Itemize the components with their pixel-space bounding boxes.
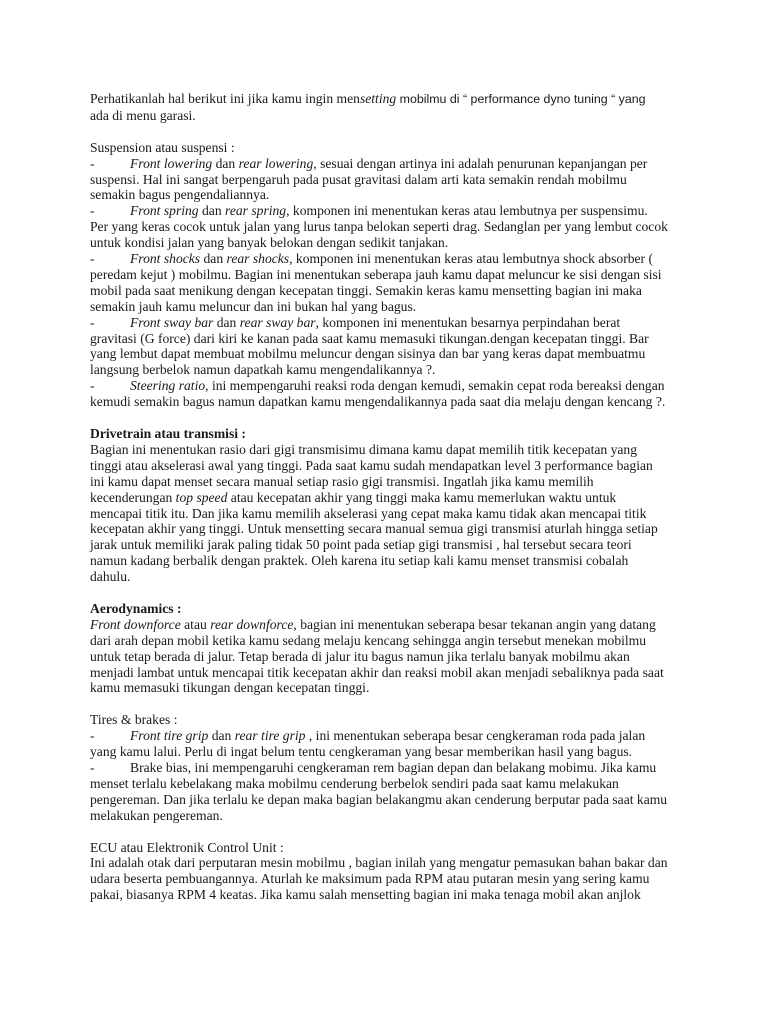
bullet-dash: -: [90, 251, 95, 267]
text-line: untuk tetap berada di jalur. Tetap berada di jalur itu bagus namun jika terlalu banyak mobilmu akan: [90, 648, 630, 664]
intro-paragraph: [90, 91, 690, 124]
spacer: [90, 585, 690, 601]
bullet-front-shocks: - Front shocks dan rear shocks, komponen ini menentukan keras atau lembutnya shock absorber (: [90, 251, 653, 267]
bullet-front-spring: - Front spring dan rear spring, komponen ini menentukan keras atau lembutnya per suspensimu.: [90, 203, 648, 219]
drivetrain-section: [90, 426, 690, 585]
bullet-dash: -: [90, 203, 95, 219]
text-line: melakukan pengereman.: [90, 807, 223, 823]
text-line: udara beserta pembuangannya. Aturlah ke maksimum pada RPM atau putaran mesin yang sering kamu: [90, 871, 650, 887]
text-line: Per yang keras cocok untuk jalan yang lurus tanpa belokan seperti drag. Sedanglan per yang lembut cocok: [90, 219, 668, 235]
tires-brakes-title: Tires & brakes :: [90, 712, 178, 728]
bullet-steering-ratio: - Steering ratio, ini mempengaruhi reaksi roda dengan kemudi, semakin cepat roda bereaksi dengan: [90, 378, 665, 394]
document-body: [90, 91, 690, 903]
text-line: dari arah depan mobil ketika kamu sedang melaju kencang sehingga angin tersebut menekan mobilmu: [90, 632, 647, 648]
ecu-section: [90, 840, 690, 904]
text-line: pakai, biasanya RPM 4 keatas. Jika kamu salah mensetting bagian ini maka tenaga mobil akan anjlok: [90, 887, 641, 903]
bullet-front-sway-bar: - Front sway bar dan rear sway bar, komponen ini menentukan besarnya perpindahan berat: [90, 314, 621, 330]
text-line: yang kamu lalui. Perlu di ingat belum tentu cengkeraman yang besar memberikan hasil yang bagus.: [90, 744, 633, 760]
text-line: suspensi. Hal ini sangat berpengaruh pada pusat gravitasi dalam arti kata semakin rendah mobilmu: [90, 171, 627, 187]
text-line: Ini adalah otak dari perputaran mesin mobilmu , bagian inilah yang mengatur pemasukan bahan bakar dan: [90, 855, 668, 871]
spacer: [90, 696, 690, 712]
bullet-tire-grip: - Front tire grip dan rear tire grip , ini menentukan seberapa besar cengkeraman roda pada jalan: [90, 728, 646, 744]
suspension-title: Suspension atau suspensi :: [90, 139, 235, 155]
text-line: kemudi semakin bagus namun dapatkan kamu mengendalikannya pada saat dia melaju dengan kencang ?.: [90, 394, 666, 410]
text-line: peredam kejut ) mobilmu. Bagian ini menentukan seberapa jauh kamu dapat meluncur ke sisi dengan sisi: [90, 266, 662, 282]
text-line: mencapai titik itu. Dan jika kamu memilih akselerasi yang cepat maka kamu tidak akan mencapai titik: [90, 505, 647, 521]
text-line: langsung berbelok namun dapatkah kamu mengendalikannya ?.: [90, 362, 436, 378]
bullet-dash: -: [90, 155, 95, 171]
text-line: semakin jauh kamu meluncur dan ini bukan hal yang bagus.: [90, 298, 417, 314]
text-line: menset terlalu kebelakang maka mobilmu cenderung berbelok sendiri pada saat kamu melakukan: [90, 775, 619, 791]
text-line: Bagian ini menentukan rasio dari gigi transmisimu dimana kamu dapat memilih titik kecepatan yang: [90, 441, 638, 457]
spacer: [90, 124, 690, 140]
bullet-brake-bias: - Brake bias, ini mempengaruhi cengkeraman rem bagian depan dan belakang mobimu. Jika kamu: [90, 760, 657, 775]
text-line: dahulu.: [90, 569, 131, 585]
text-line: namun kadang berbalik dengan praktek. Oleh karena itu setiap kali kamu menset transmisi cobalah: [90, 553, 629, 569]
text-line: kecenderungan top speed atau kecepatan akhir yang tinggi maka kamu memerlukan waktu untuk: [90, 489, 617, 505]
aerodynamics-section: [90, 601, 690, 696]
text-line: tinggi atau akselerasi awal yang tinggi. Pada saat kamu sudah mendapatkan level 3 performance bagian: [90, 457, 653, 473]
spacer: [90, 824, 690, 840]
intro-line-2: ada di menu garasi.: [90, 107, 196, 123]
text-line: kecepatan akhir yang tinggi. Untuk mensetting secara manual semua gigi transmisi aturlah hingga setiap: [90, 521, 658, 537]
text-line: pengereman. Dan jika terlalu ke depan maka bagian belakangmu akan cenderung berputar pada saat kamu: [90, 791, 668, 807]
text-line: Front downforce atau rear downforce, bagian ini menentukan seberapa besar tekanan angin yang datang: [90, 616, 656, 632]
intro-line-1: Perhatikanlah hal berikut ini jika kamu ingin mensetting mobilmu di “ performance dyno tuning “ yang: [90, 91, 646, 106]
bullet-dash: -: [90, 378, 95, 394]
bullet-front-lowering: - Front lowering dan rear lowering, sesuai dengan artinya ini adalah penurunan kepanjangan per: [90, 155, 648, 171]
suspension-section: [90, 140, 690, 410]
text-line: untuk kondisi jalan yang banyak belokan dengan sedikit tanjakan.: [90, 235, 449, 251]
aerodynamics-title: Aerodynamics :: [90, 600, 182, 616]
text-line: mobil pada saat menikung dengan kecepatan tinggi. Semakin keras kamu mensetting bagian ini maka: [90, 282, 642, 298]
bullet-dash: -: [90, 760, 95, 775]
bullet-dash: -: [90, 314, 95, 330]
text-line: yang lembut dapat membuat mobilmu meluncur dengan sisinya dan bar yang keras dapat membuatmu: [90, 346, 646, 362]
text-line: semakin bagus pengendaliannya.: [90, 187, 270, 203]
tires-brakes-section: [90, 712, 690, 823]
drivetrain-title: Drivetrain atau transmisi :: [90, 426, 246, 441]
ecu-title: ECU atau Elektronik Control Unit :: [90, 839, 284, 855]
text-line: kamu memasuki tikungan dengan kecepatan tinggi.: [90, 680, 370, 696]
text-line: jarak untuk memiliki jarak paling tidak 50 point pada setiap gigi transmisi , hal tersebut secara teori: [90, 537, 632, 553]
bullet-dash: -: [90, 728, 95, 744]
spacer: [90, 410, 690, 426]
text-line: gravitasi (G force) dari kiri ke kanan pada saat kamu memasuki tikungan.dengan kecepatan tinggi. Bar: [90, 330, 649, 346]
text-line: ini kamu dapat menset secara manual setiap rasio gigi transmisi. Ingatlah jika kamu memilih: [90, 473, 594, 489]
text-line: menjadi lambat untuk mencapai titik kecepatan akhir dan reaksi mobil akan menjadi sebaliknya pada saat: [90, 664, 664, 680]
